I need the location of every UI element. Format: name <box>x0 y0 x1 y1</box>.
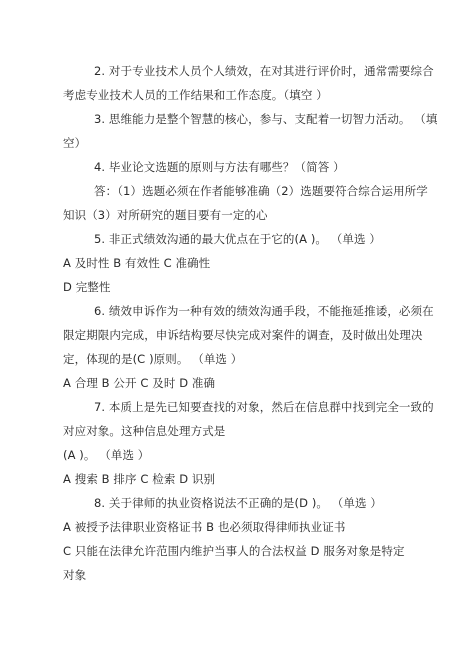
question-5-options-line-1: A 及时性 B 有效性 C 准确性 <box>63 256 211 270</box>
question-7-options-line: A 搜索 B 排序 C 检索 D 识别 <box>63 472 216 486</box>
answer-4-line-2: 知识（3）对所研究的题目要有一定的心 <box>63 208 268 222</box>
question-2-line-2: 考虑专业技术人员的工作结果和工作态度。（填空 ） <box>63 88 328 102</box>
question-8-options-line-1: A 被授予法律职业资格证书 B 也必须取得律师执业证书 <box>63 520 346 534</box>
question-6-options-line: A 合理 B 公开 C 及时 D 准确 <box>63 376 216 390</box>
question-5-options-line-2: D 完整性 <box>63 280 111 294</box>
question-2-line-1: 2. 对于专业技术人员个人绩效，在对其进行评价时，通常需要综合 <box>94 64 434 78</box>
question-7-line-3: (A )。 （单选 ） <box>63 448 150 462</box>
question-3-line-2: 空） <box>63 136 87 150</box>
question-6-line-3: 定，体现的是(C )原则。 （单选 ） <box>63 352 243 366</box>
question-8-options-line-2: C 只能在法律允许范围内维护当事人的合法权益 D 服务对象是特定 <box>63 544 405 558</box>
question-6-line-1: 6. 绩效申诉作为一种有效的绩效沟通手段，不能拖延推诿，必须在 <box>94 304 434 318</box>
question-6-line-2: 限定期限内完成，申诉结构要尽快完成对案件的调查，及时做出处理决 <box>63 328 423 342</box>
question-5-line: 5. 非正式绩效沟通的最大优点在于它的(A )。 （单选 ） <box>94 232 381 246</box>
answer-4-line-1: 答：（1）选题必须在作者能够准确（2）选题要符合综合运用所学 <box>94 184 428 198</box>
question-4-line: 4. 毕业论文选题的原则与方法有哪些？（简答 ） <box>94 160 345 174</box>
question-3-line-1: 3. 思维能力是整个智慧的核心，参与、支配着一切智力活动。 （填 <box>94 112 438 126</box>
question-8-options-line-3: 对象 <box>63 568 87 582</box>
question-7-line-2: 对应对象。这种信息处理方式是 <box>63 424 226 438</box>
question-8-line: 8. 关于律师的执业资格说法不正确的是(D )。 （单选 ） <box>94 496 382 510</box>
question-7-line-1: 7. 本质上是先已知要查找的对象，然后在信息群中找到完全一致的 <box>94 400 434 414</box>
